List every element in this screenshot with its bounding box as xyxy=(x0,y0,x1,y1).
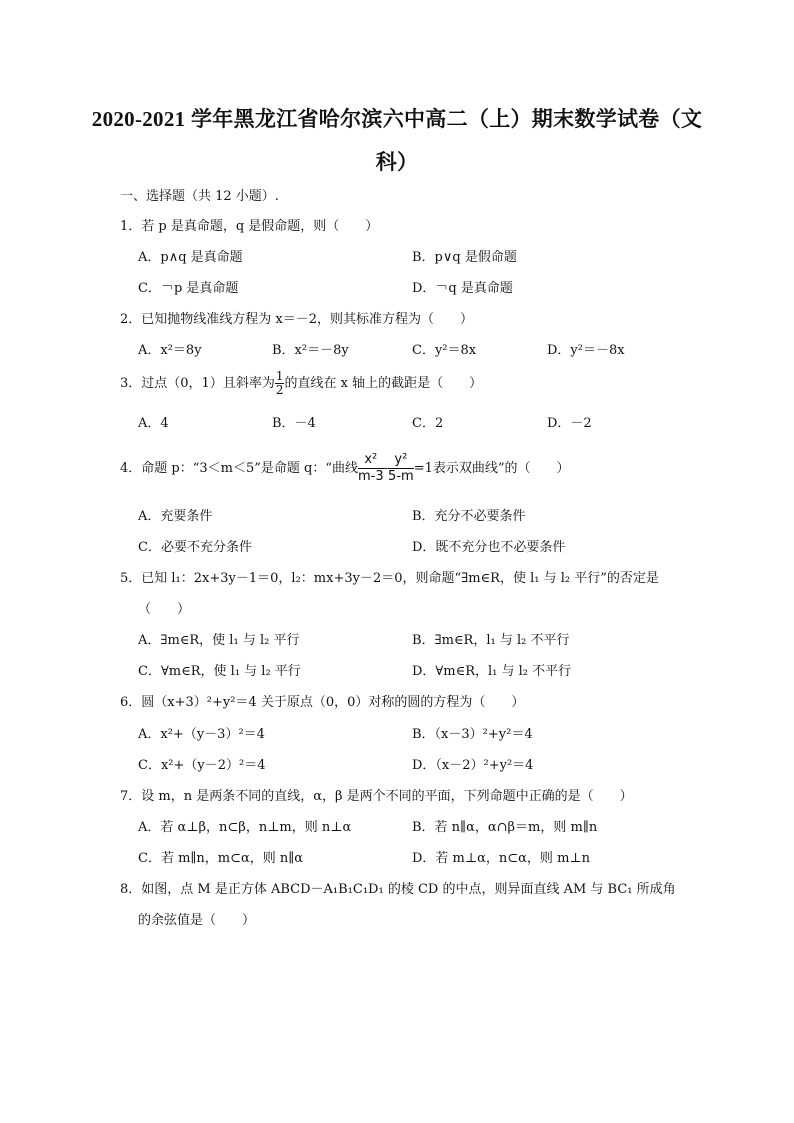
question-5-option-c: C．∀m∈R，使 l₁ 与 l₂ 平行 xyxy=(138,664,301,679)
question-6-option-d: D．（x－2）²+y²＝4 xyxy=(412,758,534,773)
question-2-option-d: D．y²＝－8x xyxy=(547,343,625,358)
question-3-option-c: C．2 xyxy=(412,416,444,431)
question-5-stem: 5．已知 l₁：2x+3y－1＝0，l₂：mx+3y－2＝0，则命题“∃m∈R，使 l₁ 与 l₂ 平行”的否定是 xyxy=(120,571,659,586)
question-4-option-b: B．充分不必要条件 xyxy=(412,509,526,524)
question-5-option-b: B．∃m∈R，l₁ 与 l₂ 不平行 xyxy=(412,633,570,648)
question-7-stem: 7．设 m，n 是两条不同的直线，α，β 是两个不同的平面，下列命题中正确的是（ ） xyxy=(120,789,633,804)
fraction-numerator: y² xyxy=(388,452,414,469)
question-3-option-d: D．－2 xyxy=(547,416,592,431)
question-2-option-b: B．x²＝－8y xyxy=(272,343,349,358)
question-7-option-b: B．若 n∥α，α∩β＝m，则 m∥n xyxy=(412,820,598,835)
question-8-stem-continued: 的余弦值是（ ） xyxy=(138,913,256,928)
question-4-option-d: D．既不充分也不必要条件 xyxy=(412,540,566,555)
fraction-numerator: x² xyxy=(358,452,384,469)
question-2-option-a: A．x²＝8y xyxy=(138,343,202,358)
page-title-line-1: 2020-2021 学年黑龙江省哈尔滨六中高二（上）期末数学试卷（文 xyxy=(91,107,703,131)
question-5-option-a: A．∃m∈R，使 l₁ 与 l₂ 平行 xyxy=(138,633,300,648)
question-3-option-a: A．4 xyxy=(138,416,169,431)
question-3-stem xyxy=(120,370,482,397)
question-3-option-b: B．－4 xyxy=(272,416,316,431)
question-7-option-a: A．若 α⊥β，n⊂β，n⊥m，则 n⊥α xyxy=(138,820,352,835)
fraction-denominator: m-3 xyxy=(358,469,384,484)
question-6-option-b: B．（x－3）²+y²＝4 xyxy=(412,727,533,742)
section-heading: 一、选择题（共 12 小题）. xyxy=(120,189,279,204)
question-4-option-c: C．必要不充分条件 xyxy=(138,540,252,555)
y-squared-fraction xyxy=(388,452,414,485)
question-6-stem: 6．圆（x+3）²+y²＝4 关于原点（0，0）对称的圆的方程为（ ） xyxy=(120,695,525,710)
x-squared-fraction xyxy=(358,452,384,485)
fraction-denominator: 5-m xyxy=(388,469,414,484)
question-2-stem: 2．已知抛物线准线方程为 x＝－2，则其标准方程为（ ） xyxy=(120,312,474,327)
question-7-option-c: C．若 m∥n，m⊂α，则 n∥α xyxy=(138,851,304,866)
question-2-option-c: C．y²＝8x xyxy=(412,343,477,358)
question-7-option-d: D．若 m⊥α，n⊂α，则 m⊥n xyxy=(412,851,590,866)
question-4-stem xyxy=(120,452,570,485)
question-3-stem-part-2: 的直线在 x 轴上的截距是（ ） xyxy=(284,376,483,391)
question-4-stem-part-1: 4．命题 p：“3＜m＜5”是命题 q：“曲线 xyxy=(120,461,358,476)
minus-sign: - xyxy=(383,461,389,476)
question-6-option-c: C．x²+（y－2）²＝4 xyxy=(138,758,266,773)
question-8-stem: 8．如图，点 M 是正方体 ABCD－A₁B₁C₁D₁ 的棱 CD 的中点，则异面直线 AM 与 BC₁ 所成角 xyxy=(120,882,676,897)
question-1-option-a: A．p∧q 是真命题 xyxy=(138,250,243,265)
question-4-option-a: A．充要条件 xyxy=(138,509,213,524)
fraction-denominator: 2 xyxy=(275,383,284,397)
question-6-option-a: A．x²+（y－3）²＝4 xyxy=(138,727,265,742)
question-5-option-d: D．∀m∈R，l₁ 与 l₂ 不平行 xyxy=(412,664,572,679)
question-4-stem-part-2: =1表示双曲线”的（ ） xyxy=(413,461,570,476)
question-1-option-b: B．p∨q 是假命题 xyxy=(412,250,517,265)
question-1-option-d: D．￢q 是真命题 xyxy=(412,281,513,296)
fraction-numerator: 1 xyxy=(275,369,284,383)
page-title-line-2: 科） xyxy=(375,150,419,174)
question-1-option-c: C．￢p 是真命题 xyxy=(138,281,239,296)
question-5-stem-continued: （ ） xyxy=(138,602,191,617)
question-1-stem: 1．若 p 是真命题，q 是假命题，则（ ） xyxy=(120,219,379,234)
question-3-stem-part-1: 3．过点（0，1）且斜率为 xyxy=(120,376,275,391)
